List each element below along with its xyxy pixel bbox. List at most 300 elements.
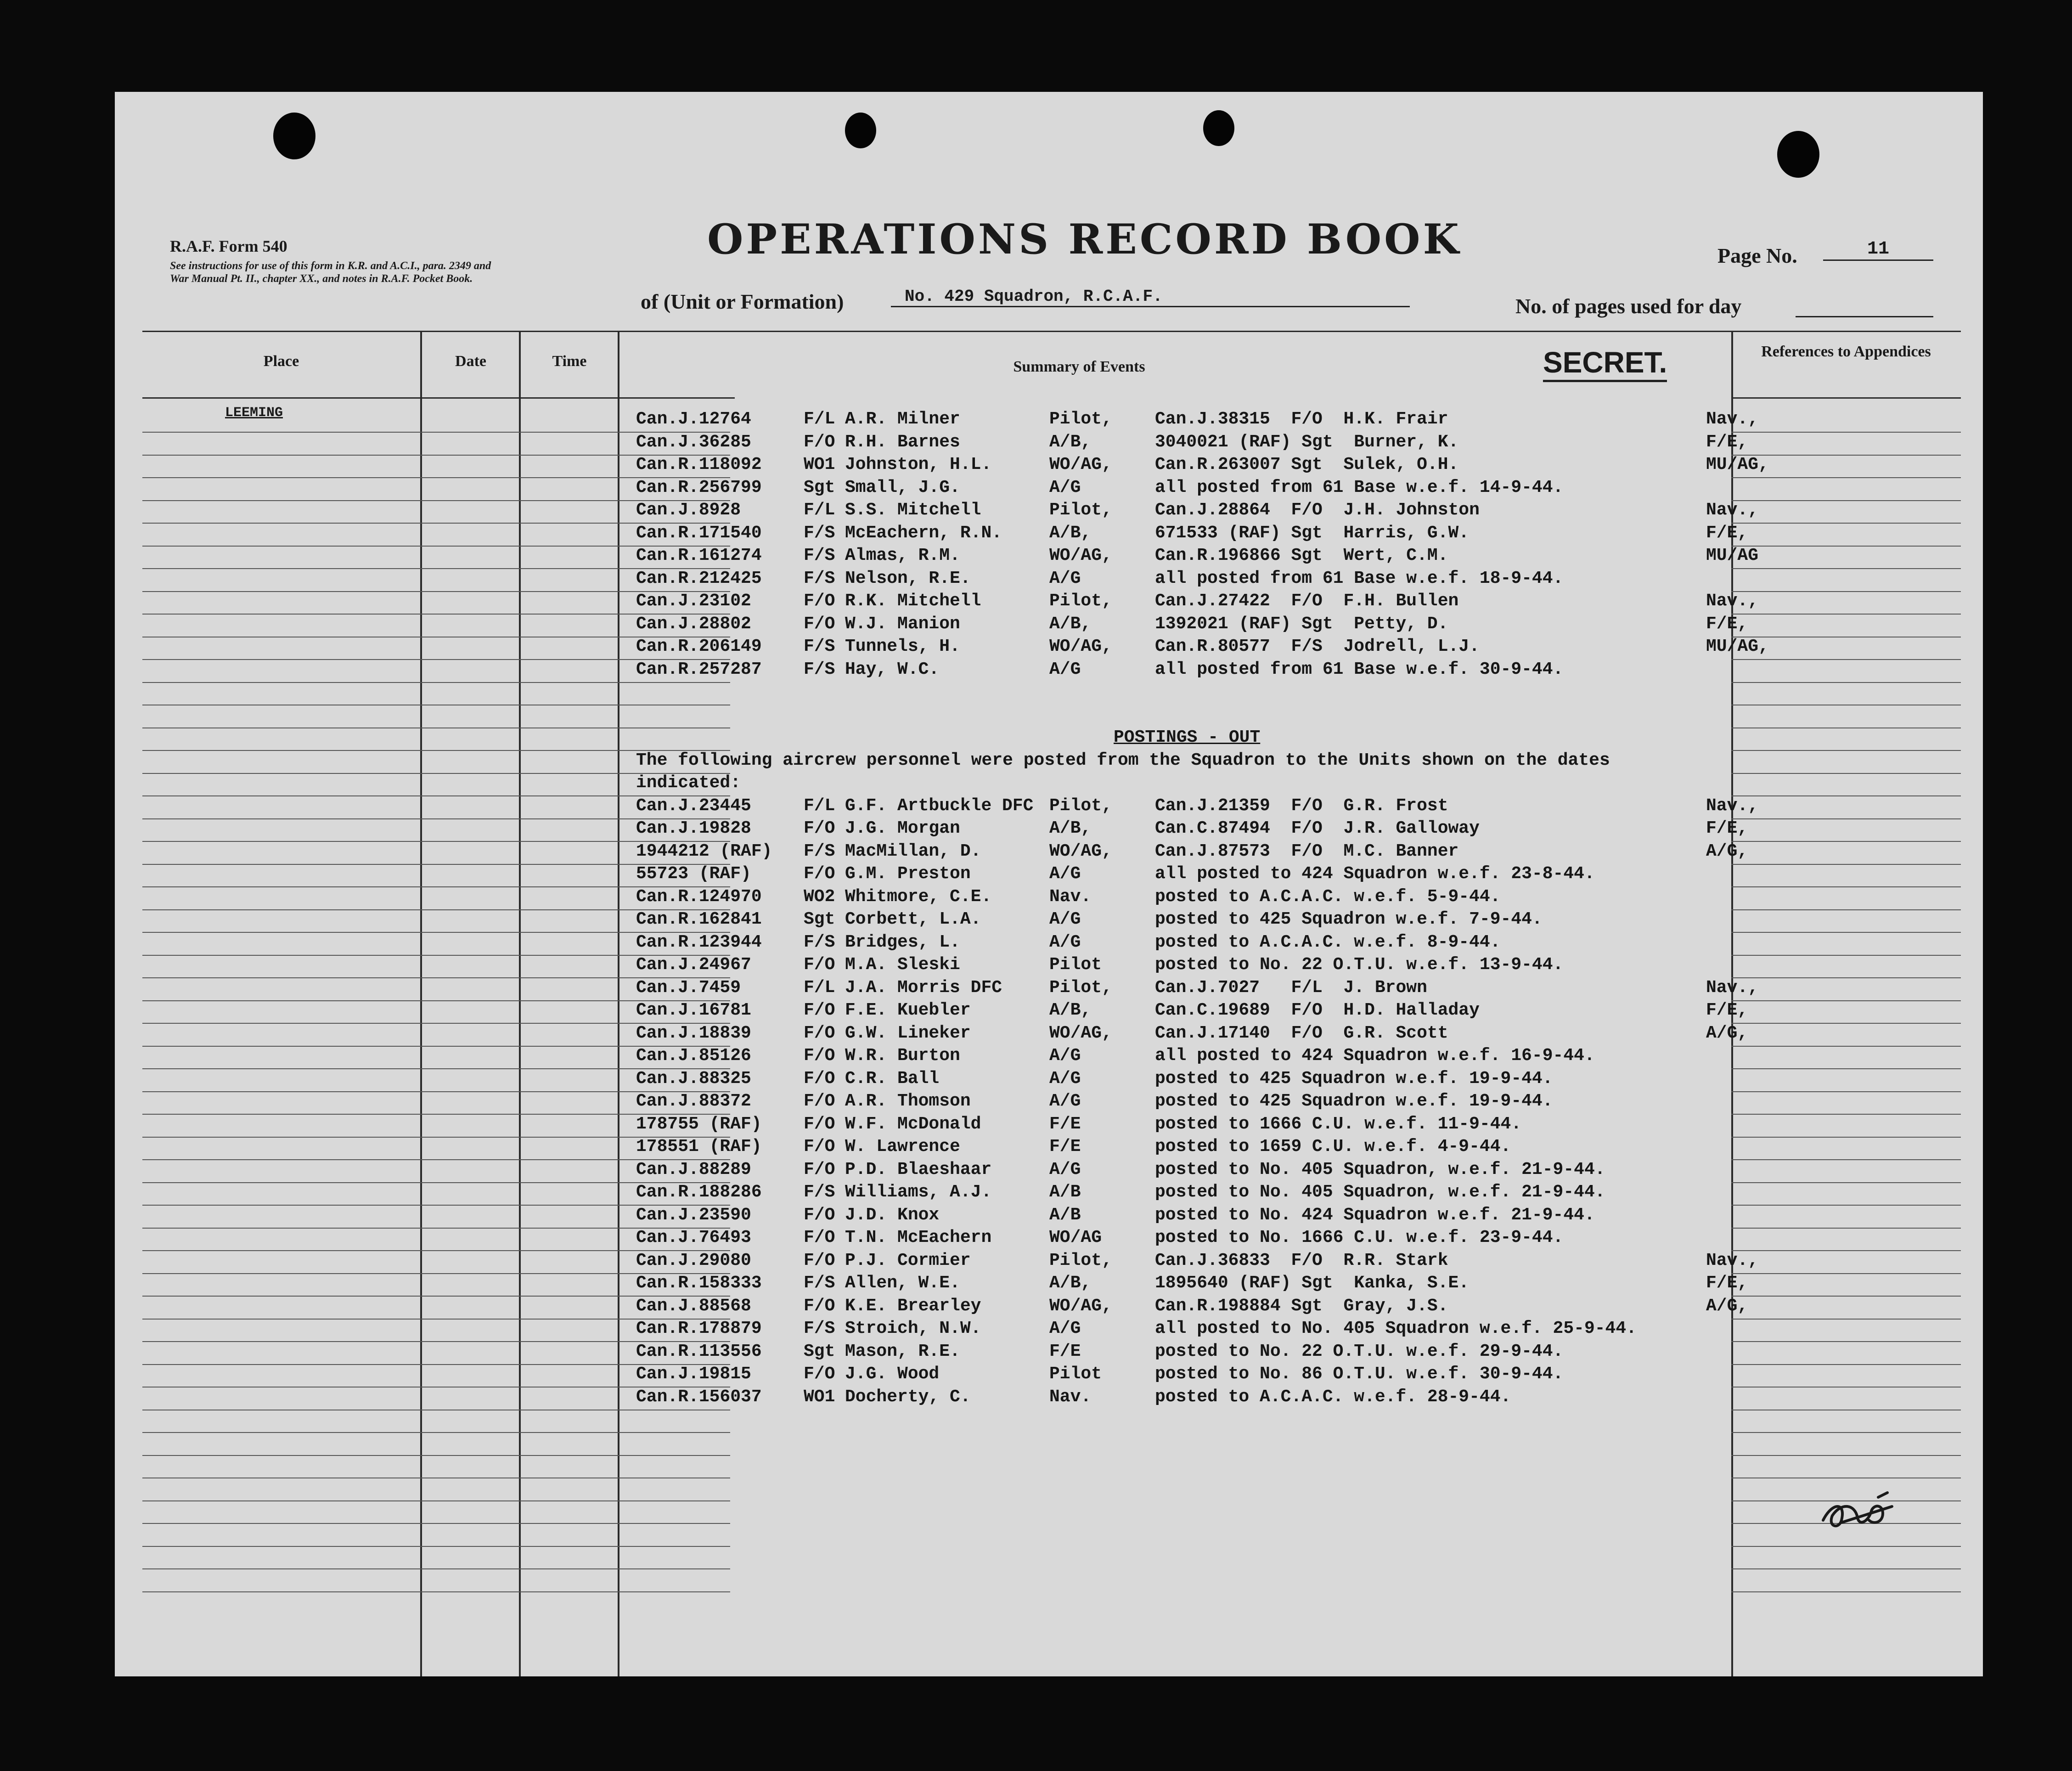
trade: WO/AG, — [1049, 546, 1112, 565]
summary-header: Summary of Events — [1013, 358, 1145, 375]
details: posted to A.C.A.C. w.e.f. 8-9-44. — [1155, 932, 1501, 952]
summary-of-events — [636, 408, 1885, 1408]
rank: F/S — [804, 1319, 835, 1338]
trade: A/G — [1049, 864, 1081, 884]
name: R.K. Mitchell — [845, 591, 981, 611]
details: posted to No. 22 O.T.U. w.e.f. 13-9-44. — [1155, 955, 1564, 975]
service-number: Can.J.76493 — [636, 1228, 751, 1247]
posting-row — [636, 408, 1885, 431]
trade: F/E — [1049, 1341, 1081, 1361]
trade: Nav. — [1049, 886, 1092, 907]
service-number: 1944212 (RAF) — [636, 841, 772, 861]
rank: F/O — [804, 1364, 835, 1384]
name: M.A. Sleski — [845, 955, 960, 975]
posting-row — [636, 658, 1885, 681]
rank: F/S — [804, 841, 835, 861]
posting-row — [636, 817, 1885, 840]
trade: A/G — [1049, 1068, 1081, 1089]
name: J.A. Morris DFC — [845, 977, 1002, 998]
rank: F/O — [804, 1000, 835, 1020]
references-header: References to Appendices — [1761, 343, 1931, 360]
posting-row — [636, 1135, 1885, 1158]
details: posted to A.C.A.C. w.e.f. 28-9-44. — [1155, 1387, 1511, 1407]
rank: F/O — [804, 1023, 835, 1043]
details: Can.C.87494 F/O J.R. Galloway — [1155, 818, 1480, 838]
trade: A/B, — [1049, 818, 1092, 838]
pages-used-line — [1796, 316, 1933, 317]
ruled-line — [1731, 1546, 1961, 1547]
ruled-line — [1731, 1455, 1961, 1456]
details: Can.J.17140 F/O G.R. Scott — [1155, 1023, 1448, 1043]
service-number: Can.R.113556 — [636, 1341, 762, 1361]
service-number: Can.R.124970 — [636, 886, 762, 907]
ruled-line — [142, 1523, 730, 1524]
rank: F/S — [804, 546, 835, 565]
posting-row — [636, 499, 1885, 522]
name: R.H. Barnes — [845, 432, 960, 452]
name: Corbett, L.A. — [845, 909, 981, 929]
crew-trade: MU/AG, — [1706, 455, 1769, 474]
trade: WO/AG, — [1049, 1296, 1112, 1316]
service-number: Can.J.28802 — [636, 614, 751, 634]
trade: WO/AG, — [1049, 455, 1112, 474]
rank: F/O — [804, 432, 835, 452]
name: J.G. Wood — [845, 1364, 940, 1384]
date-header: Date — [455, 353, 486, 370]
unit-label: of (Unit or Formation) — [641, 290, 844, 313]
posting-row — [636, 1044, 1885, 1067]
name: Small, J.G. — [845, 477, 960, 497]
rank: F/S — [804, 637, 835, 656]
service-number: Can.R.171540 — [636, 523, 762, 543]
punch-hole — [1777, 131, 1819, 178]
rank: WO2 — [804, 886, 835, 907]
record-sheet — [115, 92, 1983, 1676]
details: 1392021 (RAF) Sgt Petty, D. — [1155, 614, 1448, 634]
place-value: LEEMING — [225, 405, 283, 421]
posting-row — [636, 886, 1885, 908]
name: McEachern, R.N. — [845, 523, 1002, 543]
trade: Pilot, — [1049, 409, 1112, 429]
trade: A/G — [1049, 659, 1081, 679]
trade: F/E — [1049, 1137, 1081, 1156]
rank: F/O — [804, 1205, 835, 1225]
rank: F/O — [804, 591, 835, 611]
rank: F/O — [804, 1250, 835, 1270]
spacer — [636, 704, 1885, 727]
crew-trade: A/G, — [1706, 1023, 1748, 1043]
crew-trade: F/E, — [1706, 432, 1748, 452]
trade: WO/AG, — [1049, 1023, 1112, 1043]
trade: A/B, — [1049, 523, 1092, 543]
column-divider — [618, 331, 619, 1676]
name: Williams, A.J. — [845, 1182, 992, 1202]
rank: F/L — [804, 409, 835, 429]
trade: A/B — [1049, 1205, 1081, 1225]
details: Can.R.198884 Sgt Gray, J.S. — [1155, 1296, 1448, 1316]
posting-row — [636, 863, 1885, 886]
details: Can.R.196866 Sgt Wert, C.M. — [1155, 546, 1448, 565]
posting-row — [636, 1022, 1885, 1045]
name: Mason, R.E. — [845, 1341, 960, 1361]
crew-trade: Nav., — [1706, 500, 1759, 520]
name: C.R. Ball — [845, 1068, 940, 1089]
details: Can.R.263007 Sgt Sulek, O.H. — [1155, 455, 1459, 474]
service-number: Can.J.12764 — [636, 409, 751, 429]
name: T.N. McEachern — [845, 1228, 992, 1247]
details: posted to 1666 C.U. w.e.f. 11-9-44. — [1155, 1114, 1522, 1134]
name: W.F. McDonald — [845, 1114, 981, 1134]
service-number: Can.J.23102 — [636, 591, 751, 611]
trade: F/E — [1049, 1114, 1081, 1134]
trade: Pilot, — [1049, 795, 1112, 816]
details: posted to 1659 C.U. w.e.f. 4-9-44. — [1155, 1137, 1511, 1156]
trade: Pilot, — [1049, 977, 1112, 998]
service-number: Can.J.7459 — [636, 977, 741, 998]
rank: F/O — [804, 1159, 835, 1179]
crew-trade: A/G, — [1706, 1296, 1748, 1316]
service-number: Can.J.29080 — [636, 1250, 751, 1270]
rank: F/O — [804, 614, 835, 634]
posting-row — [636, 544, 1885, 567]
ruled-line — [142, 1591, 730, 1592]
rank: F/L — [804, 500, 835, 520]
name: G.M. Preston — [845, 864, 971, 884]
posting-row — [636, 1317, 1885, 1340]
service-number: Can.J.88372 — [636, 1091, 751, 1111]
form-instructions: See instructions for use of this form in K.R. and A.C.I., para. 2349 and War Manual Pt. II., chapter XX., and notes in R.A.F. Pocket Book. — [170, 260, 491, 285]
postings-out-list — [636, 795, 1885, 1409]
rank: F/S — [804, 1182, 835, 1202]
posting-row — [636, 840, 1885, 863]
rank: WO1 — [804, 1387, 835, 1407]
header-rule — [142, 397, 735, 399]
service-number: Can.J.36285 — [636, 432, 751, 452]
details: posted to No. 424 Squadron w.e.f. 21-9-44. — [1155, 1205, 1595, 1225]
posting-row — [636, 1181, 1885, 1204]
posting-row — [636, 431, 1885, 454]
posting-row — [636, 1363, 1885, 1386]
crew-trade: F/E, — [1706, 614, 1748, 634]
trade: A/G — [1049, 932, 1081, 952]
name: J.G. Morgan — [845, 818, 960, 838]
service-number: Can.J.8928 — [636, 500, 741, 520]
trade: WO/AG — [1049, 1228, 1102, 1247]
rank: F/L — [804, 795, 835, 816]
service-number: Can.R.123944 — [636, 932, 762, 952]
posting-row — [636, 1295, 1885, 1318]
ruled-line — [1731, 1591, 1961, 1592]
rank: F/O — [804, 1137, 835, 1156]
details: Can.J.7027 F/L J. Brown — [1155, 977, 1427, 998]
trade: A/G — [1049, 1046, 1081, 1066]
posting-row — [636, 1340, 1885, 1363]
details: Can.J.27422 F/O F.H. Bullen — [1155, 591, 1459, 611]
rank: F/O — [804, 1091, 835, 1111]
trade: A/G — [1049, 1091, 1081, 1111]
name: Hay, W.C. — [845, 659, 940, 679]
service-number: Can.J.18839 — [636, 1023, 751, 1043]
service-number: Can.R.161274 — [636, 546, 762, 565]
name: Allen, W.E. — [845, 1273, 960, 1293]
name: W. Lawrence — [845, 1137, 960, 1156]
name: Tunnels, H. — [845, 637, 960, 656]
posting-row — [636, 1204, 1885, 1227]
rank: F/L — [804, 977, 835, 998]
rank: Sgt — [804, 1341, 835, 1361]
service-number: Can.R.162841 — [636, 909, 762, 929]
name: Docherty, C. — [845, 1387, 971, 1407]
punch-hole — [845, 113, 876, 148]
rank: F/S — [804, 1273, 835, 1293]
posting-row — [636, 795, 1885, 818]
posting-row — [636, 1113, 1885, 1136]
posting-row — [636, 1067, 1885, 1090]
name: MacMillan, D. — [845, 841, 981, 861]
trade: A/G — [1049, 909, 1081, 929]
details: all posted from 61 Base w.e.f. 18-9-44. — [1155, 568, 1564, 588]
trade: A/G — [1049, 477, 1081, 497]
service-number: Can.J.23445 — [636, 795, 751, 816]
service-number: Can.R.158333 — [636, 1273, 762, 1293]
signature-initials — [1814, 1483, 1901, 1539]
details: Can.R.80577 F/S Jodrell, L.J. — [1155, 637, 1480, 656]
details: 3040021 (RAF) Sgt Burner, K. — [1155, 432, 1459, 452]
place-header: Place — [263, 353, 299, 370]
details: Can.C.19689 F/O H.D. Halladay — [1155, 1000, 1480, 1020]
service-number: Can.J.16781 — [636, 1000, 751, 1020]
crew-trade: F/E, — [1706, 523, 1748, 543]
column-divider — [420, 331, 422, 1676]
details: posted to 425 Squadron w.e.f. 7-9-44. — [1155, 909, 1543, 929]
rank: F/S — [804, 932, 835, 952]
details: Can.J.21359 F/O G.R. Frost — [1155, 795, 1448, 816]
trade: A/G — [1049, 1159, 1081, 1179]
pages-used-label: No. of pages used for day — [1515, 294, 1742, 318]
punch-hole — [273, 113, 315, 159]
rank: Sgt — [804, 477, 835, 497]
name: K.E. Brearley — [845, 1296, 981, 1316]
details: all posted from 61 Base w.e.f. 30-9-44. — [1155, 659, 1564, 679]
name: A.R. Thomson — [845, 1091, 971, 1111]
posting-row — [636, 476, 1885, 499]
name: W.R. Burton — [845, 1046, 960, 1066]
posting-row — [636, 613, 1885, 636]
trade: A/B, — [1049, 432, 1092, 452]
details: posted to 425 Squadron w.e.f. 19-9-44. — [1155, 1091, 1553, 1111]
posting-row — [636, 1158, 1885, 1181]
rank: F/S — [804, 523, 835, 543]
name: A.R. Milner — [845, 409, 960, 429]
service-number: 55723 (RAF) — [636, 864, 751, 884]
crew-trade: Nav., — [1706, 591, 1759, 611]
crew-trade: Nav., — [1706, 409, 1759, 429]
trade: A/B — [1049, 1182, 1081, 1202]
table-top-rule — [142, 331, 1961, 332]
postings-out-intro-line: The following aircrew personnel were posted from the Squadron to the Units shown on the dates — [636, 750, 1610, 770]
posting-row — [636, 1249, 1885, 1272]
service-number: Can.J.19828 — [636, 818, 751, 838]
service-number: Can.R.256799 — [636, 477, 762, 497]
details: 1895640 (RAF) Sgt Kanka, S.E. — [1155, 1273, 1470, 1293]
postings-out-heading: POSTINGS - OUT — [1114, 728, 1261, 747]
rank: Sgt — [804, 909, 835, 929]
crew-trade: Nav., — [1706, 977, 1759, 998]
rank: WO1 — [804, 455, 835, 474]
column-divider — [519, 331, 521, 1676]
crew-trade: Nav., — [1706, 795, 1759, 816]
trade: Pilot — [1049, 1364, 1102, 1384]
details: posted to No. 405 Squadron, w.e.f. 21-9-44. — [1155, 1182, 1605, 1202]
rank: F/S — [804, 568, 835, 588]
posting-row — [636, 522, 1885, 545]
service-number: 178551 (RAF) — [636, 1137, 762, 1156]
name: P.J. Cormier — [845, 1250, 971, 1270]
service-number: Can.J.24967 — [636, 955, 751, 975]
page-number-label: Page No. — [1717, 244, 1797, 267]
crew-trade: A/G, — [1706, 841, 1748, 861]
trade: Pilot, — [1049, 591, 1112, 611]
name: Almas, R.M. — [845, 546, 960, 565]
service-number: Can.R.156037 — [636, 1387, 762, 1407]
posting-row — [636, 590, 1885, 613]
trade: A/B, — [1049, 1000, 1092, 1020]
punch-hole — [1203, 110, 1234, 146]
rank: F/S — [804, 659, 835, 679]
name: P.D. Blaeshaar — [845, 1159, 992, 1179]
posting-row — [636, 453, 1885, 476]
crew-trade: MU/AG — [1706, 546, 1759, 565]
rank: F/O — [804, 955, 835, 975]
details: all posted to No. 405 Squadron w.e.f. 25-9-44. — [1155, 1319, 1637, 1338]
details: posted to No. 86 O.T.U. w.e.f. 30-9-44. — [1155, 1364, 1564, 1384]
trade: A/B, — [1049, 1273, 1092, 1293]
posting-row — [636, 953, 1885, 976]
service-number: Can.R.206149 — [636, 637, 762, 656]
trade: A/G — [1049, 568, 1081, 588]
posting-row — [636, 976, 1885, 999]
name: G.W. Lineker — [845, 1023, 971, 1043]
name: Bridges, L. — [845, 932, 960, 952]
rank: F/O — [804, 864, 835, 884]
ruled-line — [142, 1546, 730, 1547]
crew-trade: F/E, — [1706, 1273, 1748, 1293]
trade: Pilot, — [1049, 500, 1112, 520]
rank: F/O — [804, 818, 835, 838]
details: all posted to 424 Squadron w.e.f. 23-8-44. — [1155, 864, 1595, 884]
posting-row — [636, 635, 1885, 658]
posting-row — [636, 999, 1885, 1022]
posting-row — [636, 1386, 1885, 1409]
rank: F/O — [804, 1228, 835, 1247]
name: Johnston, H.L. — [845, 455, 992, 474]
posting-row — [636, 567, 1885, 590]
service-number: Can.R.188286 — [636, 1182, 762, 1202]
service-number: Can.R.118092 — [636, 455, 762, 474]
details: Can.J.38315 F/O H.K. Frair — [1155, 409, 1448, 429]
service-number: Can.J.19815 — [636, 1364, 751, 1384]
service-number: Can.J.88289 — [636, 1159, 751, 1179]
details: posted to No. 1666 C.U. w.e.f. 23-9-44. — [1155, 1228, 1564, 1247]
crew-trade: MU/AG, — [1706, 637, 1769, 656]
details: Can.J.87573 F/O M.C. Banner — [1155, 841, 1459, 861]
details: posted to No. 405 Squadron, w.e.f. 21-9-44. — [1155, 1159, 1605, 1179]
spacer — [636, 681, 1885, 704]
crew-trade: F/E, — [1706, 818, 1748, 838]
rank: F/O — [804, 1296, 835, 1316]
name: Nelson, R.E. — [845, 568, 971, 588]
name: Whitmore, C.E. — [845, 886, 992, 907]
name: W.J. Manion — [845, 614, 960, 634]
ruled-line — [142, 1455, 730, 1456]
trade: Pilot — [1049, 955, 1102, 975]
service-number: Can.R.257287 — [636, 659, 762, 679]
trade: A/G — [1049, 1319, 1081, 1338]
service-number: Can.J.23590 — [636, 1205, 751, 1225]
details: Can.J.28864 F/O J.H. Johnston — [1155, 500, 1480, 520]
posting-row — [636, 1226, 1885, 1249]
name: F.E. Kuebler — [845, 1000, 971, 1020]
ruled-line — [142, 1568, 730, 1569]
rank: F/O — [804, 1068, 835, 1089]
trade: WO/AG, — [1049, 637, 1112, 656]
details: posted to No. 22 O.T.U. w.e.f. 29-9-44. — [1155, 1341, 1564, 1361]
details: Can.J.36833 F/O R.R. Stark — [1155, 1250, 1448, 1270]
page-title: OPERATIONS RECORD BOOK — [707, 215, 1462, 264]
trade: Nav. — [1049, 1387, 1092, 1407]
trade: A/B, — [1049, 614, 1092, 634]
rank: F/O — [804, 1046, 835, 1066]
postings-out-intro-line: indicated: — [636, 773, 741, 793]
name: Stroich, N.W. — [845, 1319, 981, 1338]
form-number: R.A.F. Form 540 — [170, 237, 287, 255]
details: posted to 425 Squadron w.e.f. 19-9-44. — [1155, 1068, 1553, 1089]
service-number: Can.R.212425 — [636, 568, 762, 588]
crew-trade: F/E, — [1706, 1000, 1748, 1020]
details: all posted to 424 Squadron w.e.f. 16-9-44. — [1155, 1046, 1595, 1066]
details: 671533 (RAF) Sgt Harris, G.W. — [1155, 523, 1470, 543]
service-number: Can.J.85126 — [636, 1046, 751, 1066]
service-number: Can.R.178879 — [636, 1319, 762, 1338]
page-number-value: 11 — [1823, 239, 1933, 261]
ruled-line — [1731, 1432, 1961, 1433]
service-number: Can.J.88325 — [636, 1068, 751, 1089]
service-number: 178755 (RAF) — [636, 1114, 762, 1134]
secret-stamp: SECRET. — [1543, 348, 1667, 382]
service-number: Can.J.88568 — [636, 1296, 751, 1316]
trade: WO/AG, — [1049, 841, 1112, 861]
posting-row — [636, 931, 1885, 954]
posting-row — [636, 1272, 1885, 1295]
unit-value: No. 429 Squadron, R.C.A.F. — [891, 287, 1410, 307]
postings-in-list — [636, 408, 1885, 681]
details: posted to A.C.A.C. w.e.f. 5-9-44. — [1155, 886, 1501, 907]
details: all posted from 61 Base w.e.f. 14-9-44. — [1155, 477, 1564, 497]
name: J.D. Knox — [845, 1205, 940, 1225]
ruled-line — [142, 1500, 730, 1501]
ruled-line — [142, 1432, 730, 1433]
name: S.S. Mitchell — [845, 500, 981, 520]
rank: F/O — [804, 1114, 835, 1134]
ruled-line — [1731, 1568, 1961, 1569]
crew-trade: Nav., — [1706, 1250, 1759, 1270]
name: G.F. Artbuckle DFC — [845, 795, 1034, 816]
posting-row — [636, 1090, 1885, 1113]
time-header: Time — [552, 353, 587, 370]
posting-row — [636, 908, 1885, 931]
trade: Pilot, — [1049, 1250, 1112, 1270]
header-rule — [1731, 397, 1961, 399]
